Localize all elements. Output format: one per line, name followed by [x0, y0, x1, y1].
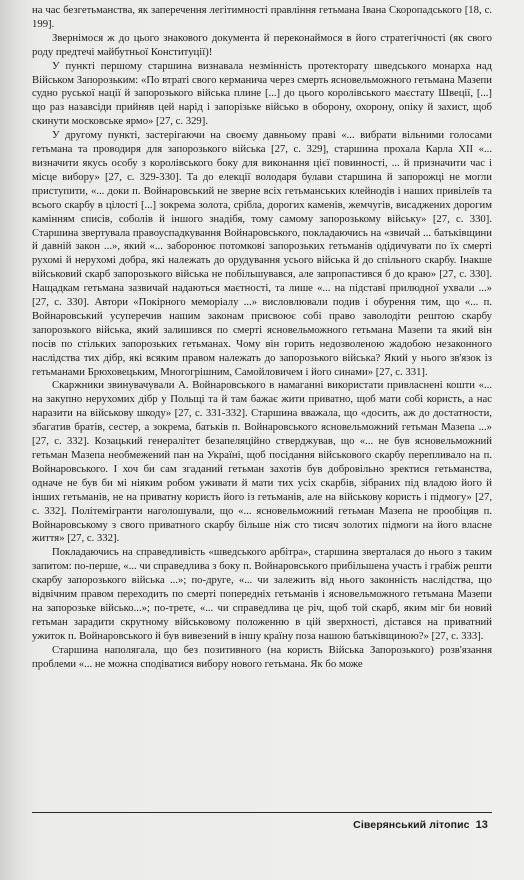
page-number: 13 — [475, 819, 488, 831]
paragraph-7: Старшина наполягала, що без позитивного (на користь Війська Запорозького) розв'язання проблеми «... не можна сподіватися вибору нового гетьмана. Як бо може — [32, 643, 492, 670]
paragraph-3: У пункті першому старшина визнавала незмінність протекторату шведського монарха над Військом Запорозьким: «По втраті свого керманича через смерть ясновельможного гетьмана Мазепи судно руської нації й запорозького війська плине [...] до цього королівського маєстату Швеції, [...] що раз назавсіди прийняв цей нарід і запорізьке військо в оборону, охорону, опіку й захист, щоб скинути московське ярмо» [27, с. 329]. — [32, 59, 492, 128]
page-footer — [353, 819, 488, 831]
paragraph-5: Скаржники звинувачували А. Войнаровського в намаганні використати привласнені кошти «... на закупно нерухомих дібр у Польщі та й там бажає жити приватно, щоб мати собі користь, а нас наразити на військову шкоду» [27, с. 331-332]. Старшина вважала, що «досить, аж до достатности, збагатив братів, сестер, а зокрема, батьків п. Войнаровського ясновельможний гетьман Мазепа ...» [27, с. 332]. Козацький генералітет безапеляційно стверджував, що «... не був ясновельможний гетьман Мазепа необмежений пан на Україні, щоб посідання військового скарбу перепливало на п. Войнаровського. І хоч би сам згаданий гетьман захотів був добровільно зректися гетьманства, одначе не був би мі ніяким робом уживати й мати тих усіх скарбів, зібраних під владою його й інших гетьманів, не на приватну користь його із гетьманів, але на військову користь і підмогу» [27, с. 332]. Політемігранти наголошували, що «... ясновельможний гетьман Мазепа не прообіцяв п. Войнаровському з свого приватного скарбу більше ніж сто тисяч золотих підмоги на його власне життя» [27, с. 332]. — [32, 379, 492, 545]
footer-divider — [32, 812, 492, 813]
paragraph-1: на час безгетьманства, як заперечення легітимності правління гетьмана Івана Скоропадського [18, с. 199]. — [32, 4, 492, 30]
article-body — [32, 4, 492, 672]
paragraph-4: У другому пункті, застерігаючи на своєму давньому праві «... вибрати вільними голосами гетьмана та проводиря для запорозького війська [27, с. 329], старшина прохала Карла XII «... визначити якусь особу з королівського боку для виконання цієї повинності, ... й призначити час і місце вибору» [27, с. 329-330]. Та до елекції володаря булави старшина й запорожці не могли приступити, «... доки п. Войнаровський не зверне всіх гетьманських клейнодів і наших привілеїв та всього скарбу в цілості [...] зокрема золота, срібла, дорогих каменів, жемчугів, висаджених дорогим камінням списів, соболів й іншого знадібя, тому самому запорозькому війську» [27, с. 330]. Старшина звертувала правоуспадкування Войнаровського, покладаючись на «звичай ... батьківщини й давній закон ...», який «... заборонює потомкові запорозьких гетьманів одідичувати по їх смерті рухомі й нерухомі добра, які належать до орудування усього війська й до спільного скарбу. Інакше військовий скарб запорозького війська не побільшувався, але запропастився б до краю» [27, с. 330]. Нащадкам гетьмана зазвичай надаються маєтності, та лише «... на підставі прилюдної ухвали ...» [27, с. 330]. Автори «Покірного меморіалу ...» висловлювали подив і обурення тим, що «... п. Войнаровський усуперечив нашим законам присвоює собі право заволодіти рештою скарбу запорозького війська, який залишився по смерті ясновельможного гетьмана Мазепи та який він посів по стільких запорозьких гетьманах. Чому він горить недозволеною жадобою незаконного наслідства тих дібр, які всяким правом належать до запорозького війська? Який у нього зв'язок із гетьманами Брюховецьким, Многогрішним, Самойловичем і його синами» [27, с. 331]. — [32, 129, 492, 378]
journal-title: Сіверянський літопис — [353, 819, 470, 831]
paragraph-6: Покладаючись на справедливість «шведського арбітра», старшина зверталася до нього з таким запитом: по-перше, «... чи справедлива з боку п. Войнаровського прибільшена участь і грабіж решти скарбу запорозького війська ...»; по-друге, «... чи залежить від нього законність наслідства, що відвічним правом переходить по смерті попередніх гетьманів і ясновельможного гетьмана Мазепи на запорозьке військо...»; по-третє, «... чи справедлива це річ, щоб той скарб, яким міг би новий гетьман зарадити скрутному військовому положенню в цій зверхності, дістався на приватний ужиток п. Войнаровського й був вивезений в іншу країну поза нашою батьківщиною?» [27, с. 333]. — [32, 546, 492, 642]
paragraph-2: Звернімося ж до цього знакового документа й переконаймося в його стратегічності (як свого роду предтечі майбутньої Конституції)! — [32, 31, 492, 58]
